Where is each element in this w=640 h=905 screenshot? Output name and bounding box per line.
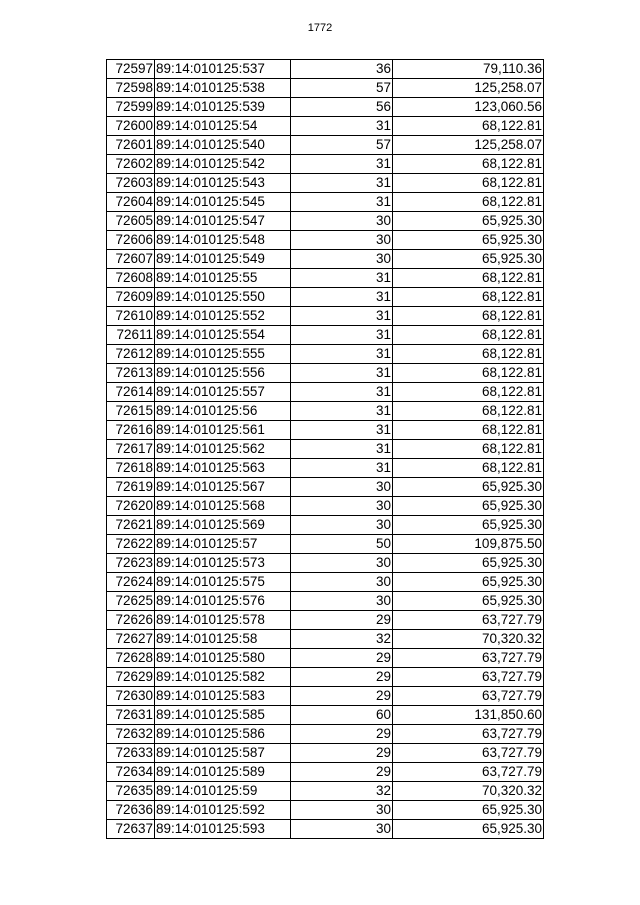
value-cell: 65,925.30: [393, 516, 544, 535]
cadastral-number-cell: 89:14:010125:542: [155, 155, 291, 174]
cadastral-number-cell: 89:14:010125:576: [155, 592, 291, 611]
value-cell: 68,122.81: [393, 326, 544, 345]
row-number-cell: 72617: [107, 440, 155, 459]
area-cell: 32: [291, 782, 393, 801]
table-row: [107, 212, 544, 231]
cadastral-number-cell: 89:14:010125:589: [155, 763, 291, 782]
area-cell: 30: [291, 801, 393, 820]
value-cell: 68,122.81: [393, 117, 544, 136]
value-cell: 65,925.30: [393, 820, 544, 839]
row-number-cell: 72597: [107, 60, 155, 79]
table-row: [107, 345, 544, 364]
cadastral-number-cell: 89:14:010125:540: [155, 136, 291, 155]
value-cell: 63,727.79: [393, 744, 544, 763]
table-row: [107, 744, 544, 763]
table-row: [107, 402, 544, 421]
cadastral-number-cell: 89:14:010125:586: [155, 725, 291, 744]
value-cell: 125,258.07: [393, 136, 544, 155]
area-cell: 30: [291, 820, 393, 839]
row-number-cell: 72598: [107, 79, 155, 98]
table-row: [107, 725, 544, 744]
table-row: [107, 79, 544, 98]
row-number-cell: 72635: [107, 782, 155, 801]
area-cell: 31: [291, 193, 393, 212]
cadastral-number-cell: 89:14:010125:562: [155, 440, 291, 459]
value-cell: 63,727.79: [393, 725, 544, 744]
cadastral-number-cell: 89:14:010125:538: [155, 79, 291, 98]
area-cell: 60: [291, 706, 393, 725]
area-cell: 31: [291, 117, 393, 136]
table-row: [107, 307, 544, 326]
area-cell: 30: [291, 497, 393, 516]
area-cell: 30: [291, 554, 393, 573]
value-cell: 65,925.30: [393, 554, 544, 573]
cadastral-number-cell: 89:14:010125:582: [155, 668, 291, 687]
cadastral-number-cell: 89:14:010125:550: [155, 288, 291, 307]
cadastral-number-cell: 89:14:010125:587: [155, 744, 291, 763]
table-row: [107, 668, 544, 687]
value-cell: 131,850.60: [393, 706, 544, 725]
value-cell: 109,875.50: [393, 535, 544, 554]
row-number-cell: 72604: [107, 193, 155, 212]
area-cell: 31: [291, 383, 393, 402]
area-cell: 29: [291, 611, 393, 630]
value-cell: 65,925.30: [393, 573, 544, 592]
value-cell: 68,122.81: [393, 364, 544, 383]
table-body: [107, 60, 544, 839]
row-number-cell: 72630: [107, 687, 155, 706]
row-number-cell: 72628: [107, 649, 155, 668]
table-row: [107, 364, 544, 383]
row-number-cell: 72621: [107, 516, 155, 535]
row-number-cell: 72610: [107, 307, 155, 326]
cadastral-number-cell: 89:14:010125:543: [155, 174, 291, 193]
area-cell: 29: [291, 649, 393, 668]
area-cell: 30: [291, 212, 393, 231]
row-number-cell: 72599: [107, 98, 155, 117]
table-row: [107, 136, 544, 155]
value-cell: 70,320.32: [393, 630, 544, 649]
cadastral-number-cell: 89:14:010125:545: [155, 193, 291, 212]
area-cell: 36: [291, 60, 393, 79]
area-cell: 30: [291, 250, 393, 269]
cadastral-number-cell: 89:14:010125:593: [155, 820, 291, 839]
table-row: [107, 687, 544, 706]
table-row: [107, 421, 544, 440]
value-cell: 68,122.81: [393, 307, 544, 326]
value-cell: 63,727.79: [393, 649, 544, 668]
table-row: [107, 459, 544, 478]
value-cell: 65,925.30: [393, 212, 544, 231]
row-number-cell: 72627: [107, 630, 155, 649]
value-cell: 63,727.79: [393, 687, 544, 706]
page-number: 1772: [307, 22, 333, 34]
table-row: [107, 60, 544, 79]
cadastral-number-cell: 89:14:010125:549: [155, 250, 291, 269]
table-row: [107, 155, 544, 174]
table-row: [107, 231, 544, 250]
cadastral-number-cell: 89:14:010125:54: [155, 117, 291, 136]
cadastral-number-cell: 89:14:010125:57: [155, 535, 291, 554]
table-row: [107, 288, 544, 307]
table-row: [107, 573, 544, 592]
cadastral-number-cell: 89:14:010125:59: [155, 782, 291, 801]
value-cell: 68,122.81: [393, 421, 544, 440]
area-cell: 57: [291, 79, 393, 98]
table-row: [107, 535, 544, 554]
table-row: [107, 801, 544, 820]
value-cell: 65,925.30: [393, 250, 544, 269]
row-number-cell: 72634: [107, 763, 155, 782]
cadastral-number-cell: 89:14:010125:58: [155, 630, 291, 649]
row-number-cell: 72601: [107, 136, 155, 155]
value-cell: 79,110.36: [393, 60, 544, 79]
table-row: [107, 174, 544, 193]
row-number-cell: 72600: [107, 117, 155, 136]
value-cell: 68,122.81: [393, 440, 544, 459]
value-cell: 70,320.32: [393, 782, 544, 801]
row-number-cell: 72632: [107, 725, 155, 744]
row-number-cell: 72614: [107, 383, 155, 402]
table-row: [107, 269, 544, 288]
table-row: [107, 516, 544, 535]
table-row: [107, 193, 544, 212]
value-cell: 68,122.81: [393, 383, 544, 402]
cadastral-number-cell: 89:14:010125:561: [155, 421, 291, 440]
table-row: [107, 554, 544, 573]
row-number-cell: 72624: [107, 573, 155, 592]
row-number-cell: 72629: [107, 668, 155, 687]
area-cell: 31: [291, 269, 393, 288]
cadastral-number-cell: 89:14:010125:585: [155, 706, 291, 725]
area-cell: 50: [291, 535, 393, 554]
table-row: [107, 592, 544, 611]
table-row: [107, 440, 544, 459]
cadastral-number-cell: 89:14:010125:554: [155, 326, 291, 345]
cadastral-number-cell: 89:14:010125:583: [155, 687, 291, 706]
area-cell: 29: [291, 744, 393, 763]
table-row: [107, 611, 544, 630]
value-cell: 123,060.56: [393, 98, 544, 117]
table-row: [107, 649, 544, 668]
area-cell: 29: [291, 668, 393, 687]
table-row: [107, 706, 544, 725]
value-cell: 68,122.81: [393, 193, 544, 212]
row-number-cell: 72615: [107, 402, 155, 421]
row-number-cell: 72631: [107, 706, 155, 725]
area-cell: 31: [291, 421, 393, 440]
area-cell: 31: [291, 402, 393, 421]
row-number-cell: 72620: [107, 497, 155, 516]
table-row: [107, 98, 544, 117]
row-number-cell: 72633: [107, 744, 155, 763]
table-row: [107, 117, 544, 136]
cadastral-number-cell: 89:14:010125:55: [155, 269, 291, 288]
area-cell: 32: [291, 630, 393, 649]
value-cell: 63,727.79: [393, 611, 544, 630]
value-cell: 68,122.81: [393, 155, 544, 174]
area-cell: 30: [291, 231, 393, 250]
area-cell: 30: [291, 592, 393, 611]
row-number-cell: 72637: [107, 820, 155, 839]
value-cell: 125,258.07: [393, 79, 544, 98]
area-cell: 31: [291, 459, 393, 478]
row-number-cell: 72611: [107, 326, 155, 345]
value-cell: 65,925.30: [393, 478, 544, 497]
row-number-cell: 72622: [107, 535, 155, 554]
cadastral-number-cell: 89:14:010125:556: [155, 364, 291, 383]
row-number-cell: 72625: [107, 592, 155, 611]
row-number-cell: 72626: [107, 611, 155, 630]
area-cell: 31: [291, 288, 393, 307]
row-number-cell: 72602: [107, 155, 155, 174]
row-number-cell: 72636: [107, 801, 155, 820]
value-cell: 68,122.81: [393, 459, 544, 478]
value-cell: 65,925.30: [393, 801, 544, 820]
area-cell: 31: [291, 155, 393, 174]
area-cell: 30: [291, 573, 393, 592]
table-row: [107, 820, 544, 839]
cadastral-number-cell: 89:14:010125:573: [155, 554, 291, 573]
table-row: [107, 630, 544, 649]
area-cell: 57: [291, 136, 393, 155]
cadastral-number-cell: 89:14:010125:552: [155, 307, 291, 326]
table-row: [107, 763, 544, 782]
value-cell: 68,122.81: [393, 288, 544, 307]
area-cell: 29: [291, 725, 393, 744]
table-row: [107, 478, 544, 497]
cadastral-number-cell: 89:14:010125:580: [155, 649, 291, 668]
cadastral-number-cell: 89:14:010125:547: [155, 212, 291, 231]
row-number-cell: 72608: [107, 269, 155, 288]
cadastral-number-cell: 89:14:010125:569: [155, 516, 291, 535]
area-cell: 31: [291, 440, 393, 459]
row-number-cell: 72613: [107, 364, 155, 383]
area-cell: 31: [291, 326, 393, 345]
cadastral-number-cell: 89:14:010125:578: [155, 611, 291, 630]
row-number-cell: 72618: [107, 459, 155, 478]
value-cell: 65,925.30: [393, 592, 544, 611]
area-cell: 56: [291, 98, 393, 117]
cadastral-number-cell: 89:14:010125:56: [155, 402, 291, 421]
row-number-cell: 72612: [107, 345, 155, 364]
value-cell: 68,122.81: [393, 402, 544, 421]
row-number-cell: 72603: [107, 174, 155, 193]
area-cell: 30: [291, 516, 393, 535]
cadastral-number-cell: 89:14:010125:568: [155, 497, 291, 516]
table-row: [107, 782, 544, 801]
table-row: [107, 383, 544, 402]
area-cell: 30: [291, 478, 393, 497]
table-row: [107, 326, 544, 345]
cadastral-number-cell: 89:14:010125:557: [155, 383, 291, 402]
area-cell: 29: [291, 763, 393, 782]
value-cell: 68,122.81: [393, 269, 544, 288]
row-number-cell: 72616: [107, 421, 155, 440]
area-cell: 31: [291, 174, 393, 193]
value-cell: 65,925.30: [393, 231, 544, 250]
cadastral-number-cell: 89:14:010125:567: [155, 478, 291, 497]
cadastral-number-cell: 89:14:010125:548: [155, 231, 291, 250]
row-number-cell: 72606: [107, 231, 155, 250]
row-number-cell: 72623: [107, 554, 155, 573]
area-cell: 31: [291, 364, 393, 383]
table-row: [107, 250, 544, 269]
cadastral-number-cell: 89:14:010125:537: [155, 60, 291, 79]
area-cell: 31: [291, 345, 393, 364]
area-cell: 31: [291, 307, 393, 326]
cadastral-number-cell: 89:14:010125:539: [155, 98, 291, 117]
value-cell: 68,122.81: [393, 345, 544, 364]
value-cell: 65,925.30: [393, 497, 544, 516]
value-cell: 63,727.79: [393, 763, 544, 782]
cadastral-table: [106, 59, 544, 839]
row-number-cell: 72605: [107, 212, 155, 231]
area-cell: 29: [291, 687, 393, 706]
value-cell: 68,122.81: [393, 174, 544, 193]
cadastral-number-cell: 89:14:010125:575: [155, 573, 291, 592]
cadastral-number-cell: 89:14:010125:563: [155, 459, 291, 478]
cadastral-number-cell: 89:14:010125:555: [155, 345, 291, 364]
row-number-cell: 72607: [107, 250, 155, 269]
row-number-cell: 72619: [107, 478, 155, 497]
row-number-cell: 72609: [107, 288, 155, 307]
table-row: [107, 497, 544, 516]
value-cell: 63,727.79: [393, 668, 544, 687]
cadastral-number-cell: 89:14:010125:592: [155, 801, 291, 820]
